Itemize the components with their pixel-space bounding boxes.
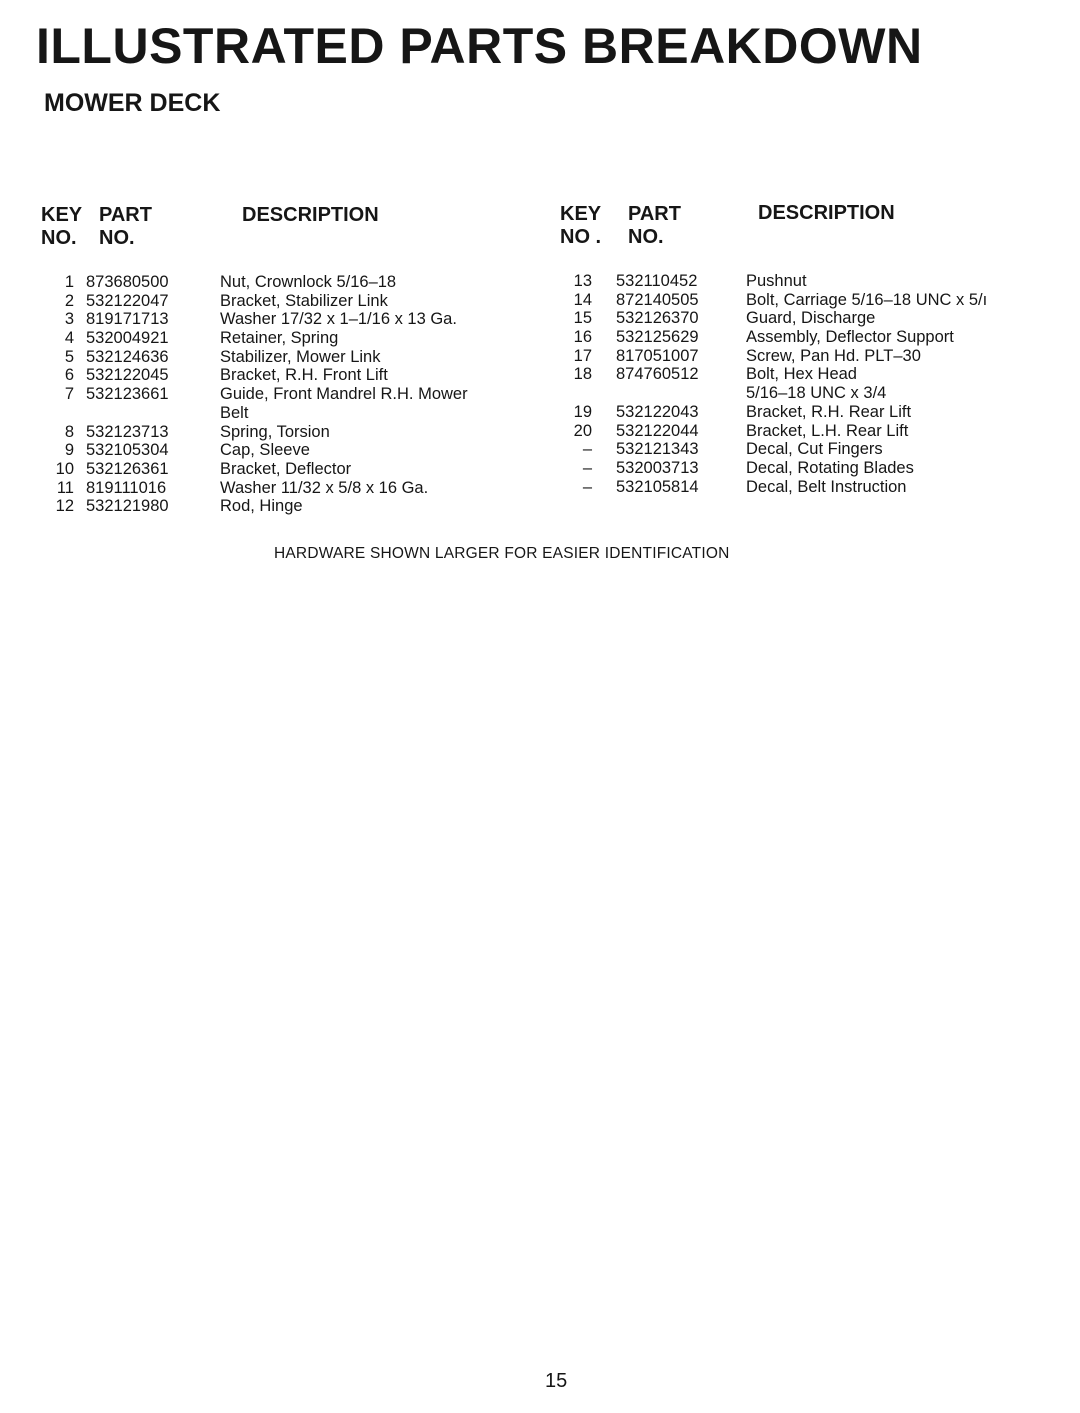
parts-row: 11 819111016 Washer 11/32 x 5/8 x 16 Ga.	[56, 478, 429, 497]
description-header-right: DESCRIPTION	[758, 202, 895, 224]
parts-row: – 532105814 Decal, Belt Instruction	[582, 477, 907, 496]
parts-row: 4 532004921 Retainer, Spring	[64, 329, 339, 348]
parts-row: 10 532126361 Bracket, Deflector	[55, 459, 352, 478]
parts-row: 20 532122044 Bracket, L.H. Rear Lift	[573, 421, 909, 440]
parts-row: 6 532122045 Bracket, R.H. Front Lift	[64, 366, 388, 385]
parts-row: 2 532122047 Bracket, Stabilizer Link	[64, 291, 388, 310]
parts-row: 15 532126370 Guard, Discharge	[573, 309, 876, 328]
parts-row: 9 532105304 Cap, Sleeve	[64, 441, 310, 460]
page-number: 15	[545, 1370, 568, 1392]
parts-row: 13 532110452 Pushnut	[573, 272, 807, 290]
parts-row: 1 873680500 Nut, Crownlock 5/16–18	[64, 273, 397, 291]
parts-row: 14 872140505 Bolt, Carriage 5/16–18 UNC x 5/ı	[573, 290, 988, 309]
parts-row: 12 532121980 Rod, Hinge	[55, 497, 303, 516]
parts-row: 16 532125629 Assembly, Deflector Support	[573, 328, 954, 347]
key-no-header-right: KEY NO .	[560, 203, 602, 248]
parts-row: 5 532124636 Stabilizer, Mower Link	[64, 347, 381, 366]
parts-row: 3 819171713 Washer 17/32 x 1–1/16 x 13 Ga.	[64, 310, 457, 329]
key-no-header: KEY NO.	[41, 204, 83, 249]
parts-row: – 532121343 Decal, Cut Fingers	[582, 440, 883, 459]
parts-row: 18 874760512 Bolt, Hex Head 5/16–18 UNC x 3/4	[573, 365, 887, 403]
parts-row: 17 817051007 Screw, Pan Hd. PLT–30	[573, 346, 921, 365]
description-header: DESCRIPTION	[242, 204, 379, 226]
parts-row: 19 532122043 Bracket, R.H. Rear Lift	[573, 402, 912, 421]
parts-row: 8 532123713 Spring, Torsion	[64, 422, 330, 441]
part-no-header: PART NO.	[99, 204, 152, 249]
hardware-note: HARDWARE SHOWN LARGER FOR EASIER IDENTIFICATION	[274, 545, 730, 562]
parts-list-left	[42, 273, 542, 516]
parts-row: 7 532123661 Guide, Front Mandrel R.H. Mower Belt	[64, 385, 468, 422]
parts-row: – 532003713 Decal, Rotating Blades	[582, 458, 914, 477]
page-title: ILLUSTRATED PARTS BREAKDOWN	[36, 18, 923, 74]
parts-list-right	[560, 272, 1080, 496]
section-title: MOWER DECK	[44, 89, 221, 117]
part-no-header-right: PART NO.	[628, 203, 681, 248]
